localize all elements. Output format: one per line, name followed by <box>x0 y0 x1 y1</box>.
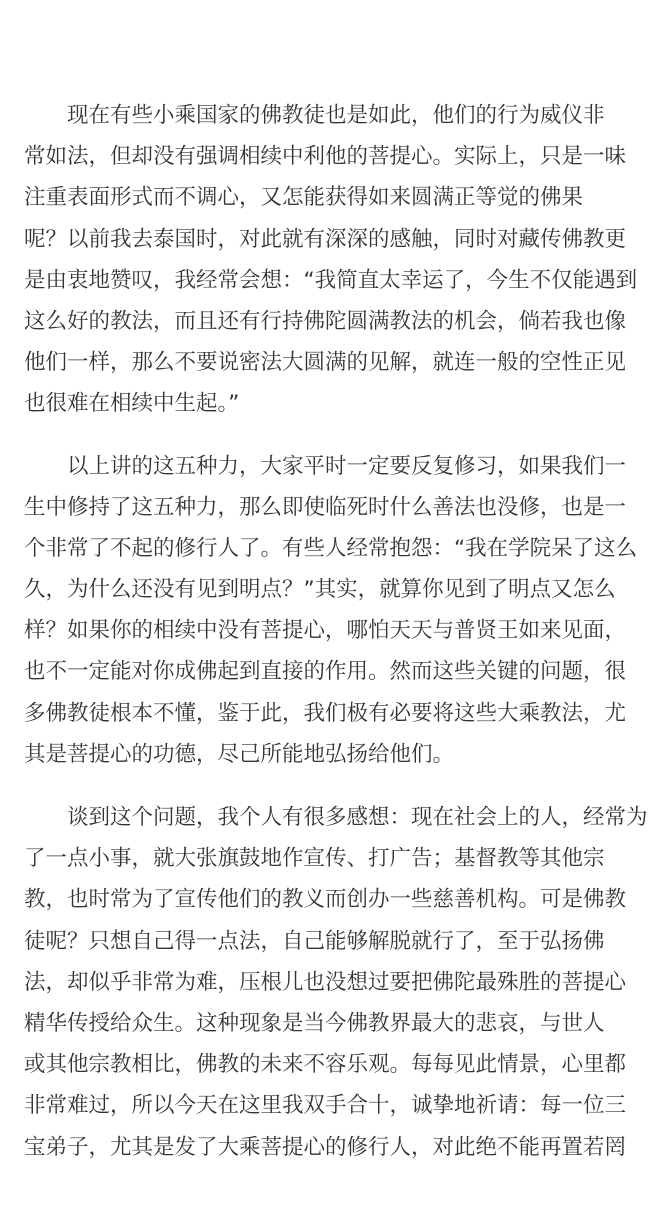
text-line: 现在有些小乘国家的佛教徒也是如此，他们的行为威仪非 <box>67 103 605 128</box>
text-line: 或其他宗教相比，佛教的未来不容乐观。每每见此情景，心里都 <box>24 1052 627 1078</box>
text-line: 宝弟子，尤其是发了大乘菩提心的修行人，对此绝不能再置若罔 <box>24 1134 627 1160</box>
text-line: 多佛教徒根本不懂，鉴于此，我们极有必要将这些大乘教法，尤 <box>24 700 627 726</box>
document-body <box>24 95 646 1168</box>
paragraph-1 <box>24 95 646 425</box>
text-line: 样？如果你的相续中没有菩提心，哪怕天天与普贤王如来见面， <box>24 618 627 644</box>
text-line: 是由衷地赞叹，我经常会想：“我简直太幸运了，今生不仅能遇到 <box>24 267 638 293</box>
text-line: 法，却似乎非常为难，压根儿也没想过要把佛陀最殊胜的菩提心 <box>24 969 627 995</box>
text-line: 了一点小事，就大张旗鼓地作宣传、打广告；基督教等其他宗 <box>24 846 605 872</box>
text-line: 也不一定能对你成佛起到直接的作用。然而这些关键的问题，很 <box>24 659 627 685</box>
text-line: 他们一样，那么不要说密法大圆满的见解，就连一般的空性正见 <box>24 350 627 376</box>
text-line: 徒呢？只想自己得一点法，自己能够解脱就行了，至于弘扬佛 <box>24 928 605 954</box>
text-line: 呢？以前我去泰国时，对此就有深深的感触，同时对藏传佛教更 <box>24 226 627 252</box>
text-line: 久，为什么还没有见到明点？”其实，就算你见到了明点又怎么 <box>24 577 616 603</box>
paragraph-3 <box>24 797 646 1168</box>
text-line: 教，也时常为了宣传他们的教义而创办一些慈善机构。可是佛教 <box>24 887 627 913</box>
text-line: 也很难在相续中生起。” <box>24 391 240 417</box>
text-line: 生中修持了这五种力，那么即使临死时什么善法也没修，也是一 <box>24 494 627 520</box>
text-line: 这么好的教法，而且还有行持佛陀圆满教法的机会，倘若我也像 <box>24 308 627 334</box>
text-line: 注重表面形式而不调心，又怎能获得如来圆满正等觉的佛果 <box>24 185 584 211</box>
text-line: 非常难过，所以今天在这里我双手合十，诚挚地祈请：每一位三 <box>24 1093 627 1119</box>
text-line: 其是菩提心的功德，尽己所能地弘扬给他们。 <box>24 741 455 767</box>
text-line: 常如法，但却没有强调相续中利他的菩提心。实际上，只是一味 <box>24 144 627 170</box>
text-line: 精华传授给众生。这种现象是当今佛教界最大的悲哀，与世人 <box>24 1010 605 1036</box>
paragraph-2 <box>24 446 646 776</box>
text-line: 以上讲的这五种力，大家平时一定要反复修习，如果我们一 <box>67 453 627 479</box>
text-line: 谈到这个问题，我个人有很多感想：现在社会上的人，经常为 <box>67 805 648 830</box>
text-line: 个非常了不起的修行人了。有些人经常抱怨：“我在学院呆了这么 <box>24 535 638 561</box>
